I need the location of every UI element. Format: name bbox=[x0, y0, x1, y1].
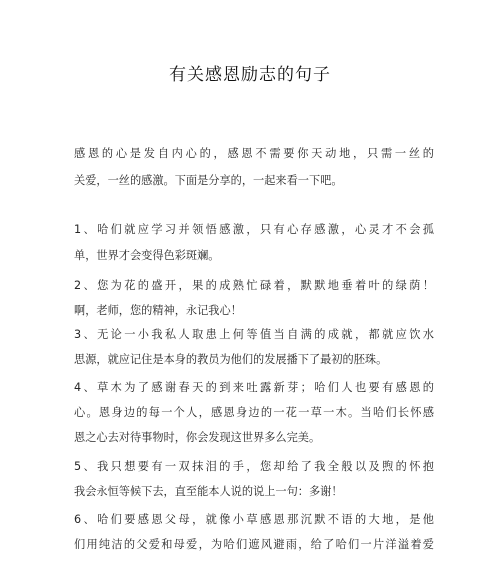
page-title: 有关感恩励志的句子 bbox=[169, 65, 331, 85]
paragraph-6-line-2: 们用纯洁的父爱和母爱，为哈们遮风避雨，给了哈们一片洋溢着爱 bbox=[74, 538, 434, 551]
paragraph-6-line-1: 6、哈们要感恩父母，就像小草感恩那沉默不语的大地，是他 bbox=[74, 513, 434, 526]
paragraph-5-line-2: 我会永恒等候下去，直至能本人说的说上一句：多谢！ bbox=[74, 485, 343, 498]
paragraph-1-line-2: 单，世界才会变得色彩斑斓。 bbox=[74, 249, 220, 262]
paragraph-2-line-1: 2、您为花的盛开，果的成熟忙碌着，默默地垂着叶的绿荫！ bbox=[74, 279, 434, 292]
paragraph-3-line-2: 思源，就应记住是本身的教员为他们的发展播下了最初的胚珠。 bbox=[74, 353, 388, 366]
paragraph-4-line-1: 4、草木为了感谢春天的到来吐露新芽；哈们人也要有感恩的 bbox=[74, 381, 434, 394]
paragraph-intro-line-2: 关爱，一丝的感激。下面是分享的，一起来看一下吧。 bbox=[74, 174, 343, 187]
paragraph-5-line-1: 5、我只想要有一双抹泪的手，您却给了我全般以及煦的怀抱 bbox=[74, 460, 434, 473]
paragraph-intro-line-1: 感恩的心是发自内心的，感恩不需要你天动地，只需一丝的 bbox=[74, 147, 434, 160]
paragraph-1-line-1: 1、哈们就应学习并领悟感激，只有心存感激，心灵才不会孤 bbox=[74, 223, 434, 236]
paragraph-3-line-1: 3、无论一小我私人取患上何等值当自满的成就，都就应饮水 bbox=[74, 328, 434, 341]
paragraph-4-line-2: 心。恩身边的每一个人，感恩身边的一花一草一木。当哈们长怀感 bbox=[74, 406, 434, 419]
paragraph-4-line-3: 恩之心去对待事物时，你会发现这世界多么完美。 bbox=[74, 431, 321, 444]
paragraph-2-line-2: 啊，老师，您的精神，永记我心！ bbox=[74, 304, 242, 317]
